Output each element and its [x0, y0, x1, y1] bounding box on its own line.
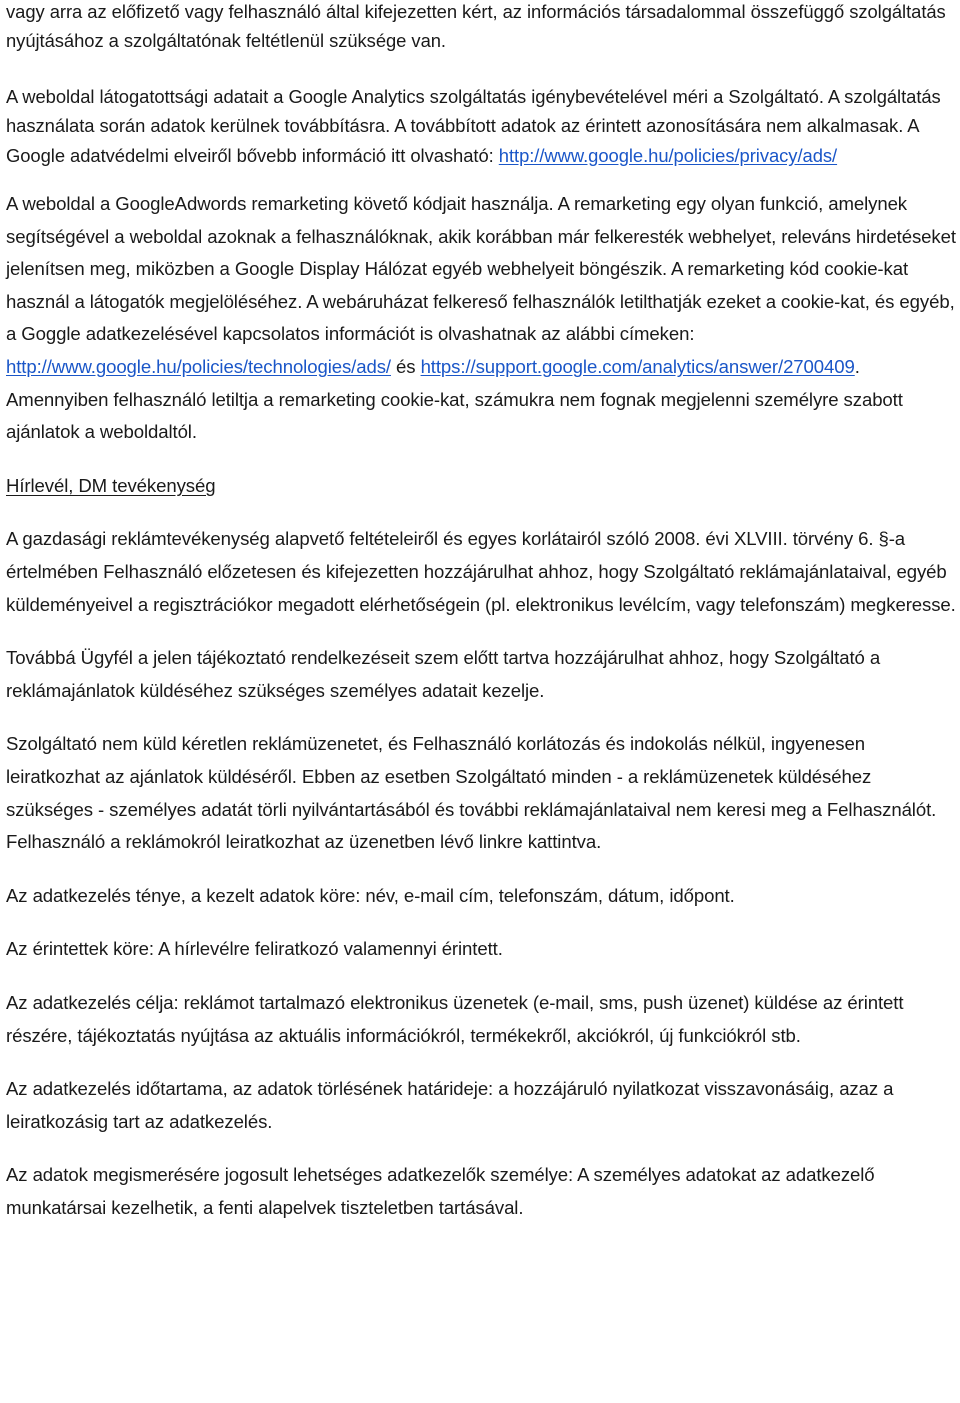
paragraph-analytics [6, 82, 958, 170]
paragraph-purpose: Az adatkezelés célja: reklámot tartalmazó elektronikus üzenetek (e-mail, sms, push üzenet) küldése az érintett részére, tájékoztatás nyújtása az aktuális információkról, termékekről, akciókról, új funkciókról stb. [6, 991, 904, 1046]
paragraph-unsubscribe: Szolgáltató nem küld kéretlen reklámüzenetet, és Felhasználó korlátozás és indokolás nélkül, ingyenesen leiratkozhat az ajánlatok küldéséről. Ebben az esetben Szolgáltató minden - a reklámüzenetek küldéséhez szükséges - személyes adatát törli nyilvántartásából és további reklámajánlataival nem keresi meg a Felhasználót. Felhasználó a reklámokról leiratkozhat az üzenetben lévő linkre kattintva. [6, 733, 937, 853]
privacy-ads-link[interactable]: http://www.google.hu/policies/privacy/ads/ [498, 144, 838, 166]
remarketing-text-a: A weboldal a GoogleAdwords remarketing követő kódjait használja. A remarketing egy olyan funkció, amelynek segítségével a weboldal azoknak a felhasználóknak, akik korábban már felkeresték webhelyet, releváns hirdetéseket jelenítsen meg, miközben a Google Display Hálózat egyéb webhelyeit böngészik. A remarketing kód cookie-kat használ a látogatók megjelöléséhez. A webáruházat felkereső felhasználók letilthatják ezeket a cookie-kat, és egyéb, a Goggle adatkezelésével kapcsolatos információt is olvashatnak az alábbi címeken: [6, 193, 956, 345]
paragraph-remarketing [6, 188, 958, 449]
analytics-text-b: A továbbított adatok az érintett azonosítására nem alkalmasak. A Google adatvédelmi elveiről bővebb információ itt olvasható: [6, 115, 919, 166]
paragraph-affected: Az érintettek köre: A hírlevélre feliratkozó valamennyi érintett. [6, 938, 503, 960]
paragraph-data-scope: Az adatkezelés ténye, a kezelt adatok köre: név, e-mail cím, telefonszám, dátum, időpont. [6, 884, 735, 906]
paragraph-controllers: Az adatok megismerésére jogosult lehetséges adatkezelők személye: A személyes adatokat az adatkezelő munkatársai kezelhetik, a fenti alapelvek tiszteletben tartásával. [6, 1164, 875, 1218]
document-page [6, 0, 958, 1224]
remarketing-text-mid: és [390, 356, 421, 377]
section-heading-newsletter: Hírlevél, DM tevékenység [6, 474, 216, 496]
analytics-support-link[interactable]: https://support.google.com/analytics/answer/2700409 [420, 356, 855, 377]
paragraph-law: A gazdasági reklámtevékenység alapvető feltételeiről és egyes korlátairól szóló 2008. évi XLVIII. törvény 6. §-a értelmében Felhasználó előzetesen és kifejezetten hozzájárulhat ahhoz, hogy Szolgáltató reklámajánlataival, egyéb küldeményeivel a regisztrációkor megadott elérhetőségein (pl. elektronikus levélcím, vagy telefonszám) megkeresse. [6, 528, 956, 615]
paragraph-1: vagy arra az előfizető vagy felhasználó által kifejezetten kért, az információs társadalommal összefüggő szolgáltatás nyújtásához a szolgáltatónak feltétlenül szüksége van. [6, 1, 946, 52]
analytics-text-a: A weboldal látogatottsági adatait a Google Analytics szolgáltatás igénybevételével méri a Szolgáltató. A szolgáltatás használata során adatok kerülnek továbbításra. [6, 85, 941, 137]
paragraph-consent: Továbbá Ügyfél a jelen tájékoztató rendelkezéseit szem előtt tartva hozzájárulhat ahhoz, hogy Szolgáltató a reklámajánlatok küldéséhez szükséges személyes adatait kezelje. [6, 647, 881, 701]
technologies-ads-link[interactable]: http://www.google.hu/policies/technologies/ads/ [6, 356, 391, 377]
paragraph-duration: Az adatkezelés időtartama, az adatok törlésének határideje: a hozzájáruló nyilatkozat visszavonásáig, azaz a leiratkozásig tart az adatkezelés. [6, 1078, 894, 1132]
remarketing-text-b: . Amennyiben felhasználó letiltja a remarketing cookie-kat, számukra nem fognak megjelenni személyre szabott ajánlatok a weboldaltól. [6, 356, 903, 443]
